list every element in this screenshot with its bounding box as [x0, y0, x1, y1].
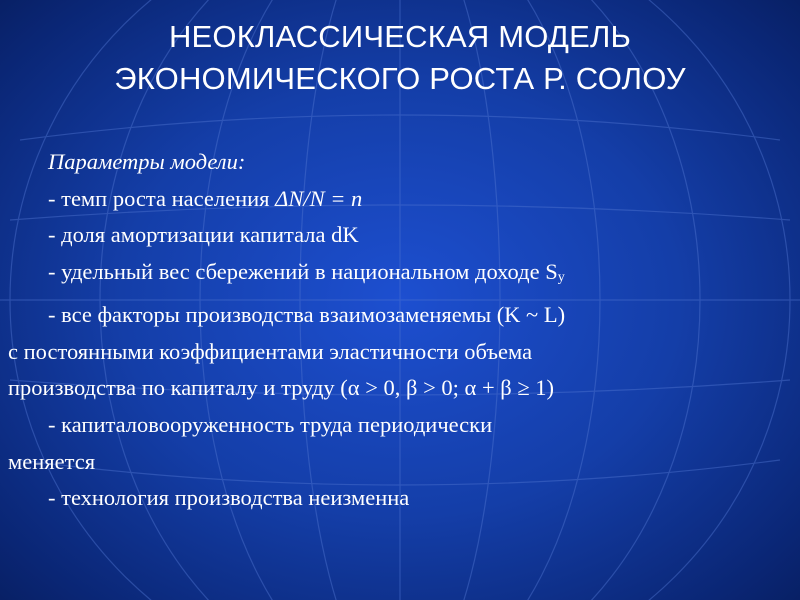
- parameters-block: [8, 144, 794, 517]
- param-depreciation: - доля амортизации капитала dK: [48, 222, 359, 248]
- param3-text: - удельный вес сбережений в национальном доходе S: [48, 259, 558, 285]
- title-line-2: ЭКОНОМИЧЕСКОГО РОСТА Р. СОЛОУ: [114, 61, 686, 96]
- param-factors-line-3: производства по капиталу и труду (α > 0, β > 0; α + β ≥ 1): [8, 375, 555, 401]
- param-capital-labor-line-2: меняется: [8, 448, 96, 474]
- param-capital-labor-line-1: - капиталовооруженность труда периодически: [48, 411, 493, 437]
- param3-subscript: y: [557, 270, 565, 286]
- param1-text: - темп роста населения: [48, 185, 276, 211]
- param-technology: - технология производства неизменна: [48, 485, 410, 511]
- slide-title: [0, 16, 800, 100]
- param-savings-rate: [8, 254, 794, 297]
- title-line-1: НЕОКЛАССИЧЕСКАЯ МОДЕЛЬ: [168, 19, 632, 54]
- params-heading: Параметры модели:: [48, 149, 246, 174]
- param1-formula: ΔN/N = n: [275, 185, 363, 211]
- param-population-growth: [8, 181, 794, 218]
- param-factors-line-2: с постоянными коэффициентами эластичности объема: [8, 338, 533, 364]
- param-factors-line-1: - все факторы производства взаимозаменяемы (K ~ L): [48, 301, 566, 327]
